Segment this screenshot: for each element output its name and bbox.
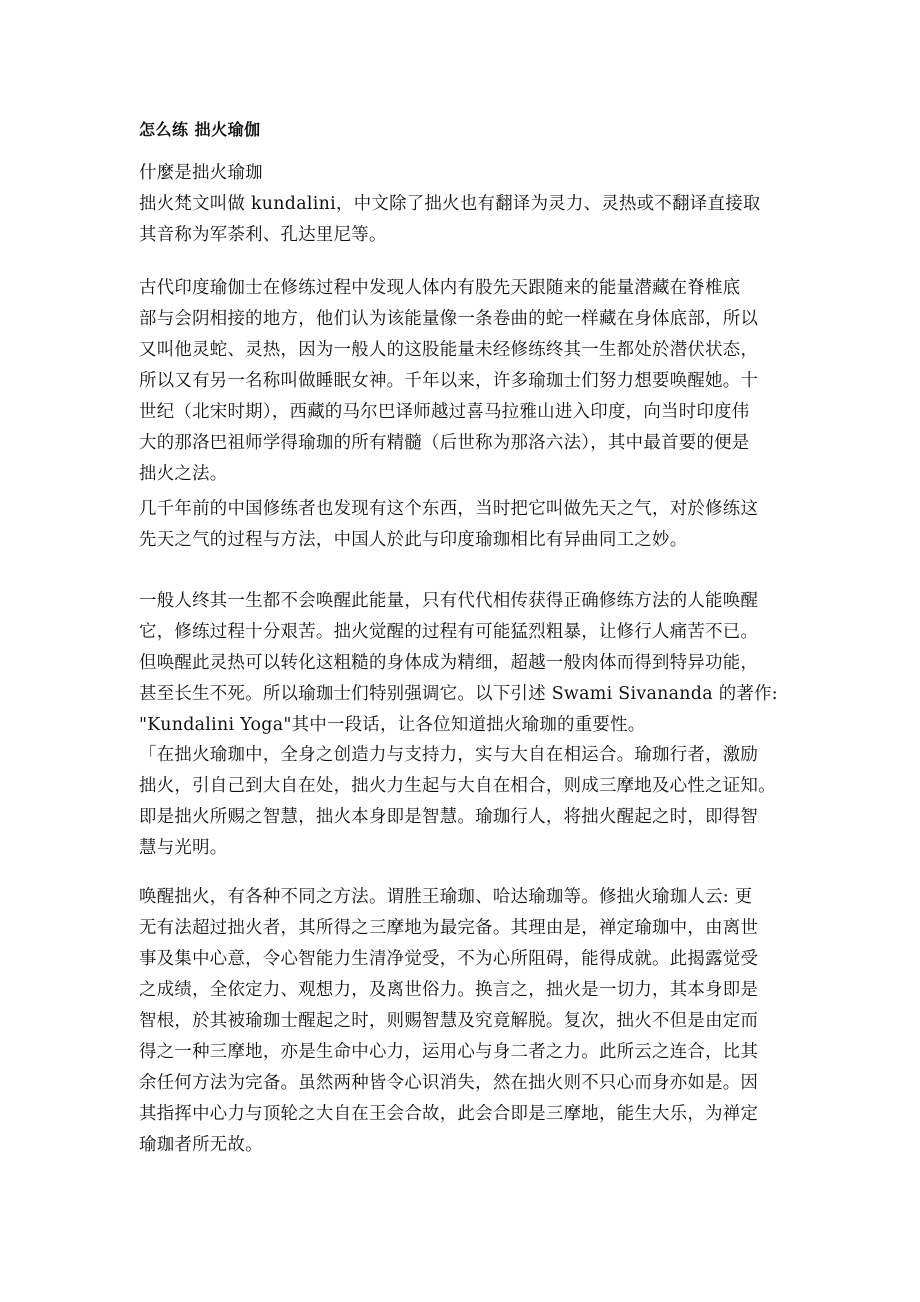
paragraph-line: 事及集中心意，令心智能力生清净觉受，不为心所阻碍，能得成就。此揭露觉受 [139,949,759,969]
paragraph-chinese-practitioners [139,494,789,556]
paragraph-line: 甚至长生不死。所以瑜珈士们特别强调它。以下引述 Swami Sivananda 的著作: [139,684,778,704]
paragraph-line: 得之一种三摩地，亦是生命中心力，运用心与身二者之力。此所云之连合，比其 [139,1042,759,1062]
paragraph-line: 即是拙火所赐之智慧，拙火本身即是智慧。瑜珈行人，将拙火醒起之时，即得智 [139,807,759,827]
paragraph-line: 拙火，引自己到大自在处，拙火力生起与大自在相合，则成三摩地及心性之证知。 [139,776,776,796]
paragraph-line: 「在拙火瑜珈中，全身之创造力与支持力，实与大自在相运合。瑜珈行者，激励 [139,745,759,765]
paragraph-line: 唤醒拙火，有各种不同之方法。谓胜王瑜珈、哈达瑜珈等。修拙火瑜珈人云: 更 [139,887,753,907]
paragraph-line: 一般人终其一生都不会唤醒此能量，只有代代相传获得正确修练方法的人能唤醒 [139,591,759,611]
paragraph-methods [139,882,789,1161]
paragraph-line: 古代印度瑜伽士在修练过程中发现人体内有股先天跟随来的能量潜藏在脊椎底 [139,278,741,298]
paragraph-quote [139,740,789,864]
paragraph-line: 无有法超过拙火者，其所得之三摩地为最完备。其理由是，禅定瑜珈中，由离世 [139,918,759,938]
paragraph-line: 拙火之法。 [139,464,228,484]
paragraph-line: 又叫他灵蛇、灵热，因为一般人的这股能量未经修练终其一生都处於潜伏状态， [139,340,759,360]
document-title: 怎么练 拙火瑜伽 [139,120,261,139]
paragraph-definition [139,158,789,251]
paragraph-line: 部与会阴相接的地方，他们认为该能量像一条卷曲的蛇一样藏在身体底部，所以 [139,309,759,329]
paragraph-line: 所以又有另一名称叫做睡眠女神。千年以来，许多瑜珈士们努力想要唤醒她。十 [139,371,759,391]
paragraph-line: 之成绩，全依定力、观想力，及离世俗力。换言之，拙火是一切力，其本身即是 [139,980,759,1000]
paragraph-line: 其指挥中心力与顶轮之大自在王会合故，此会合即是三摩地，能生大乐，为禅定 [139,1104,759,1124]
paragraph-awakening [139,586,789,741]
paragraph-line: 几千年前的中国修练者也发现有这个东西，当时把它叫做先天之气，对於修练这 [139,499,759,519]
paragraph-ancient-india [139,273,789,490]
paragraph-line: 拙火梵文叫做 kundalini，中文除了拙火也有翻译为灵力、灵热或不翻译直接取 [139,194,761,214]
paragraph-line: 智根，於其被瑜珈士醒起之时，则赐智慧及究竟解脱。复次，拙火不但是由定而 [139,1011,759,1031]
paragraph-line: 它，修练过程十分艰苦。拙火觉醒的过程有可能猛烈粗暴，让修行人痛苦不已。 [139,622,759,642]
paragraph-line: 瑜珈者所无故。 [139,1135,263,1155]
paragraph-line: 其音称为军荼利、孔达里尼等。 [139,225,387,245]
paragraph-line: 大的那洛巴祖师学得瑜珈的所有精髓（后世称为那洛六法），其中最首要的便是 [139,433,750,453]
paragraph-line: "Kundalini Yoga"其中一段话，让各位知道拙火瑜珈的重要性。 [139,715,646,735]
paragraph-line: 但唤醒此灵热可以转化这粗糙的身体成为精细，超越一般肉体而得到特异功能， [139,653,759,673]
paragraph-line: 余任何方法为完备。虽然两种皆令心识消失，然在拙火则不只心而身亦如是。因 [139,1073,759,1093]
paragraph-line: 慧与光明。 [139,838,228,858]
paragraph-subheading: 什麼是拙火瑜珈 [139,163,263,183]
paragraph-line: 世纪（北宋时期），西藏的马尔巴译师越过喜马拉雅山进入印度，向当时印度伟 [139,402,750,422]
paragraph-line: 先天之气的过程与方法，中国人於此与印度瑜珈相比有异曲同工之妙。 [139,530,688,550]
